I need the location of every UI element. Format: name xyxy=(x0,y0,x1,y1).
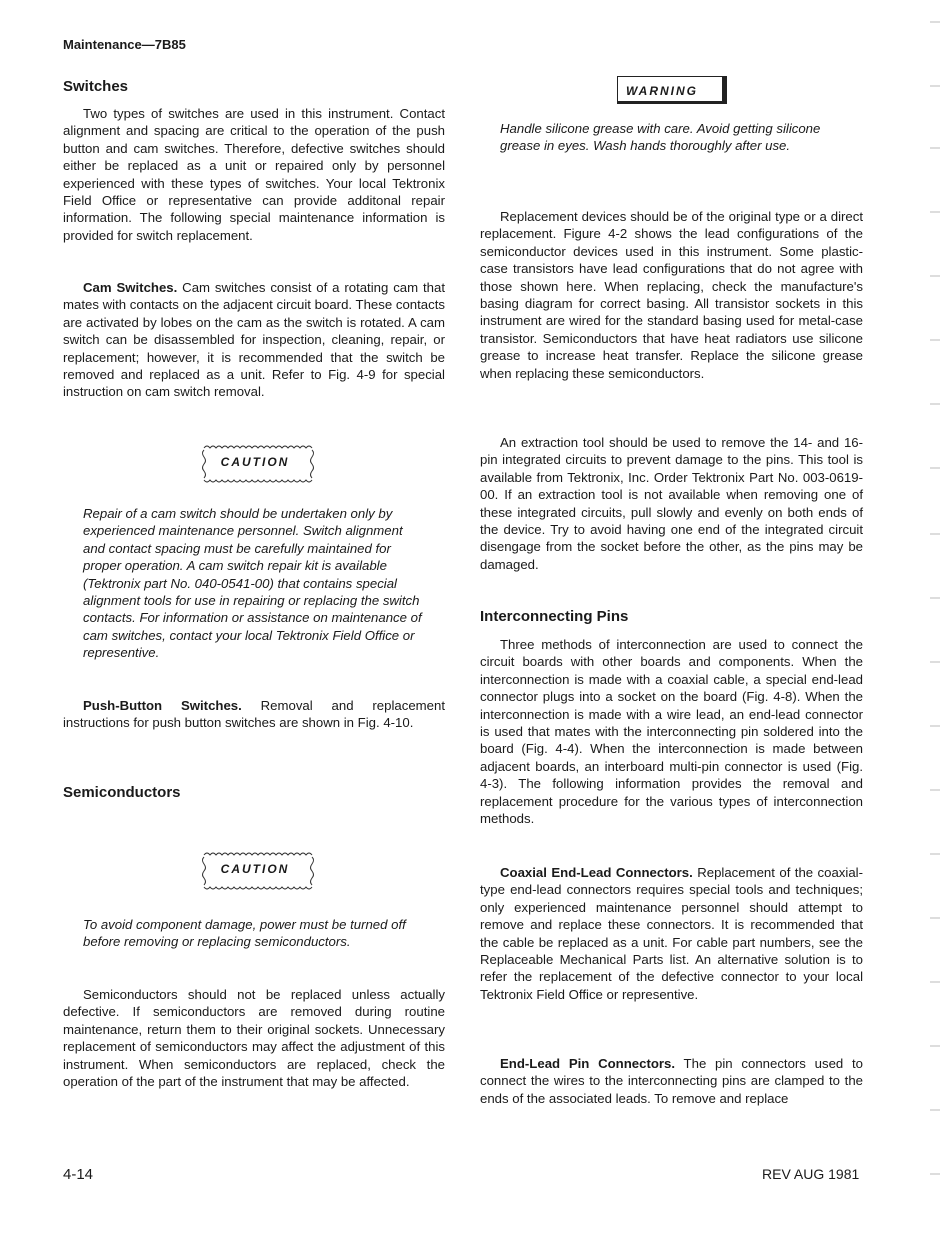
paragraph-end-lead xyxy=(480,1055,863,1107)
lead-end-lead: End-Lead Pin Connectors. xyxy=(500,1056,676,1071)
lead-cam-switches: Cam Switches. xyxy=(83,280,178,295)
caution-label-2: CAUTION xyxy=(220,862,290,876)
end-lead-text: The pin connectors used to connect the wires to the interconnecting pins are clamped to the ends of the associated leads. To remove and replace xyxy=(480,1056,863,1106)
warning-text: Handle silicone grease with care. Avoid getting silicone grease in eyes. Wash hands thoroughly after use. xyxy=(500,121,821,154)
page-number: 4-14 xyxy=(63,1166,94,1183)
running-header: Maintenance—7B85 xyxy=(63,37,186,52)
paragraph-cam-switches xyxy=(63,279,445,401)
paragraph-replacement: Replacement devices should be of the original type or a direct replacement. Figure 4-2 shows the lead configurations of the semiconductor devices used in this instrument. Some plastic-case transistors have lead configurations that do not agree with those shown here. When replacing, check the manufacture's basing diagram for correct basing. All transistor sockets in this instrument are wired for the standard basing used for metal-case transistor. Semiconductors that have heat radiators use silicone grease to increase heat transfer. Replace the silicone grease when replacing these semiconductors. xyxy=(480,209,863,381)
caution-box-1 xyxy=(200,442,310,482)
warning-label: WARNING xyxy=(626,84,698,98)
caution-text-1: Repair of a cam switch should be undertaken only by experienced maintenance personnel. Switch alignment and contact spacing must be carefully maintained for proper operation. A cam switch repair kit is available (Tektronix part No. 040-0541-00) that contains special alignment tools for use in repairing or replacing the switch contacts. For information or assistance on maintenance of cam switches, contact your local Tektronix Field Office or representive. xyxy=(83,506,422,661)
paragraph-extraction: An extraction tool should be used to remove the 14- and 16-pin integrated circuits to prevent damage to the pins. This tool is available from Tektronix, Inc. Order Tektronix Part No. 003-0619-00. If an extraction tool is not available when removing one of these integrated circuits, pull slowly and evenly on both ends of the device. Try to avoid having one end of the integrated circuit disengage from the socket before the other, as the pins may be damaged. xyxy=(480,435,863,572)
push-button-text: Removal and replacement instructions for push button switches are shown in Fig. 4-10. xyxy=(63,698,445,731)
warning-box xyxy=(617,76,727,104)
paragraph-interconnecting-pins: Three methods of interconnection are used to connect the circuit boards with other boards and components. When the interconnection is made with a coaxial cable, a special end-lead connector plugs into a socket on the board (Fig. 4-8). When the interconnection is made with a wire lead, an end-lead connector is used that mates with the interconnecting pin soldered into the board (Fig. 4-4). When the interconnection is made between adjacent boards, an interboard multi-pin connector is used (Fig. 4-3). The following information provides the removal and replacement procedure for the various types of interconnection methods. xyxy=(480,637,863,827)
caution-box-2 xyxy=(200,849,310,889)
heading-switches: Switches xyxy=(63,78,129,95)
paragraph-coaxial xyxy=(480,864,863,1003)
cam-switches-text: Cam switches consist of a rotating cam that mates with contacts on the adjacent circuit board. These contacts are activated by lobes on the cam as the switch is rotated. A cam switch can be disassembled for inspection, cleaning, repair, or replacement; however, it is recommended that the switch be removed and replaced as a unit. Refer to Fig. 4-9 for special instruction on cam switch removal. xyxy=(63,280,445,400)
lead-push-button: Push-Button Switches. xyxy=(83,698,242,713)
paragraph-semiconductors: Semiconductors should not be replaced unless actually defective. If semiconductors are removed during routine maintenance, return them to their original sockets. Unnecessary replacement of semiconductors may affect the adjustment of this instrument. When semiconductors are replaced, check the operation of the part of the instrument that may be affected. xyxy=(63,987,445,1090)
caution-text-2: To avoid component damage, power must be turned off before removing or replacing semiconductors. xyxy=(83,917,406,950)
scan-edge-marks xyxy=(924,0,944,1237)
coaxial-text: Replacement of the coaxial-type end-lead connectors requires special tools and techniques; only experienced maintenance personnel should attempt to remove and replace these connectors. It is recommended that the cable be replaced as a unit. For cable part numbers, see the Replaceable Mechanical Parts list. An alternative solution is to refer the replacement of the defective connector to your local Tektronix Field Office or representive. xyxy=(480,865,863,1002)
heading-semiconductors: Semiconductors xyxy=(63,784,181,801)
paragraph-switches: Two types of switches are used in this instrument. Contact alignment and spacing are critical to the operation of the push button and cam switches. Therefore, defective switches should either be replaced as a unit or repaired only by personnel experienced with these types of switches. Your local Tektronix Field Office or representative can provide additonal repair information. The following special maintenance information is provided for switch replacement. xyxy=(63,106,445,243)
revision-date: REV AUG 1981 xyxy=(762,1166,860,1182)
lead-coaxial: Coaxial End-Lead Connectors. xyxy=(500,865,693,880)
caution-label-1: CAUTION xyxy=(220,455,290,469)
paragraph-push-button xyxy=(63,697,445,732)
heading-interconnecting-pins: Interconnecting Pins xyxy=(480,608,629,625)
